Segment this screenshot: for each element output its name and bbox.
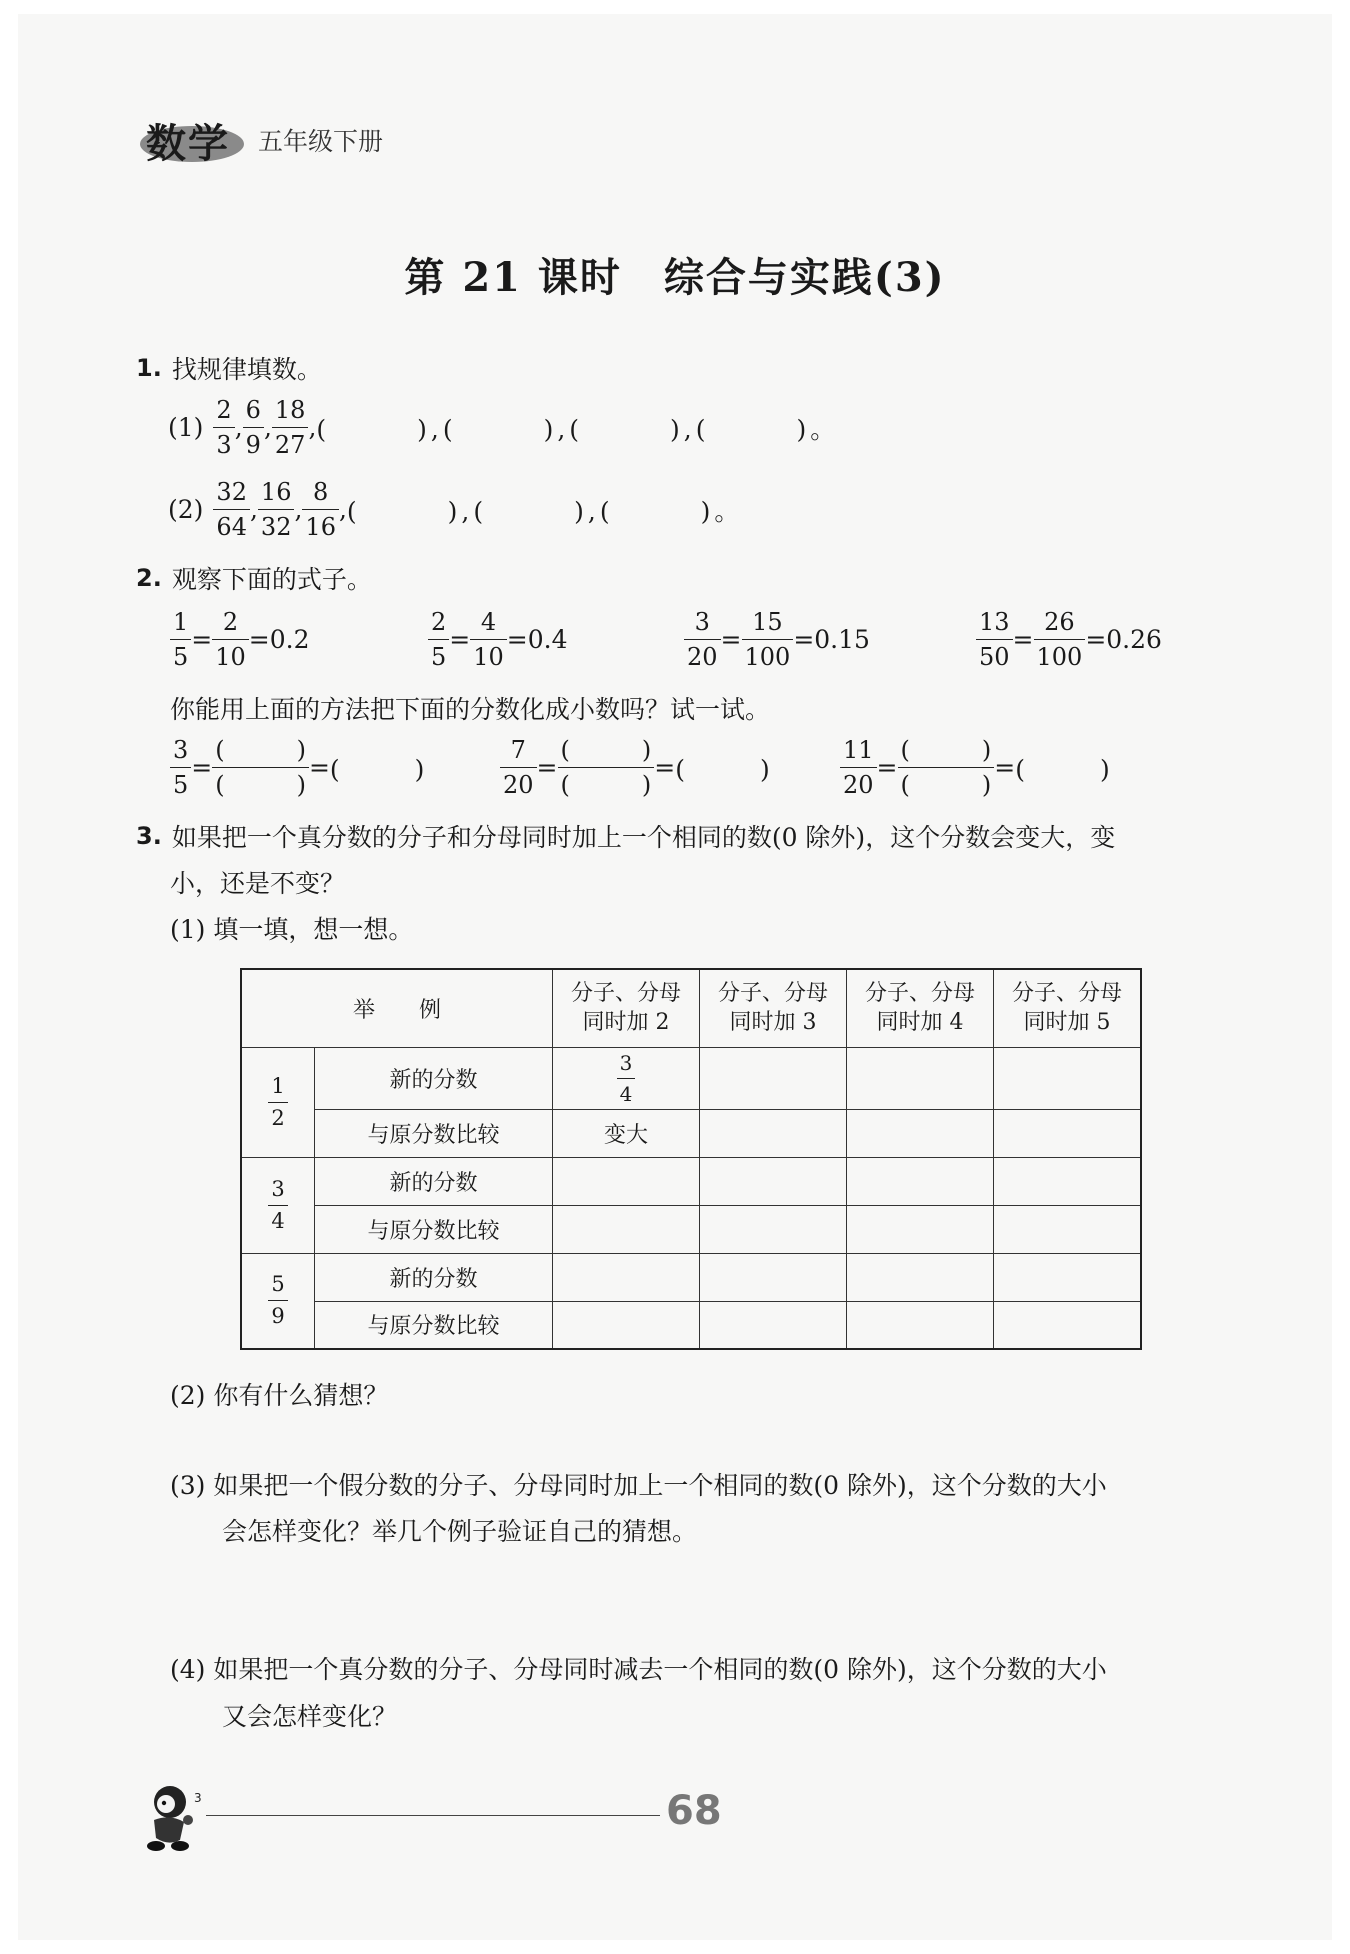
row-label-compare: 与原分数比较 [315,1205,553,1253]
q2-example-3: $\frac{3}{20}$ = $\frac{15}{100}$ =0.15 [684,610,870,669]
row-label-compare: 与原分数比较 [315,1109,553,1157]
table-cell[interactable] [700,1205,847,1253]
q3-sub4-line1: (4) 如果把一个真分数的分子、分母同时减去一个相同的数(0 除外)，这个分数的大小 [170,1655,1107,1684]
q1-prompt: 找规律填数。 [171,355,322,384]
col-header-add-5: 分子、分母 同时加 5 [994,969,1142,1047]
q3-sub3-line2: 会怎样变化？举几个例子验证自己的猜想。 [222,1517,698,1546]
answer-blanks[interactable]: ( ),( ),( ),( )。 [316,414,840,444]
table-cell[interactable] [994,1047,1142,1109]
example-table [240,968,1142,1350]
answer-blank[interactable]: ( ) [329,754,425,784]
table-cell[interactable] [847,1301,994,1349]
row-label-new: 新的分数 [315,1047,553,1109]
page-number: 68 [666,1788,722,1834]
table-cell[interactable] [847,1157,994,1205]
table-cell[interactable] [700,1301,847,1349]
table-cell[interactable] [700,1047,847,1109]
row-label-compare: 与原分数比较 [315,1301,553,1349]
table-cell[interactable] [847,1253,994,1301]
q1-prompt-line [136,350,322,386]
mascot-icon [140,1780,206,1854]
row-label-new: 新的分数 [315,1157,553,1205]
col-header-add-3: 分子、分母 同时加 3 [700,969,847,1047]
row-fraction: $\frac{3}{4}$ [241,1157,315,1253]
q3-line1 [136,818,1115,854]
answer-fraction[interactable]: $\frac{( )}{( )}$ [212,738,309,797]
table-cell[interactable] [553,1253,700,1301]
grade-label: 五年级下册 [258,127,384,156]
answer-fraction[interactable]: $\frac{( )}{( )}$ [898,738,995,797]
q3-sub4-line2: 又会怎样变化？ [222,1702,398,1731]
q1-part2-label: (2) [168,495,204,524]
q3-sub1: (1) 填一填，想一想。 [170,915,414,944]
table-cell[interactable] [994,1109,1142,1157]
table-row [241,1205,1141,1253]
fraction: $\frac{32}{64}$ [213,480,250,539]
page-title: 第 21 课时 综合与实践(3) [404,254,946,301]
q3-sub2: (2) 你有什么猜想？ [170,1381,389,1410]
q2-question: 你能用上面的方法把下面的分数化成小数吗？试一试。 [170,695,771,724]
svg-text:3: 3 [194,1791,202,1805]
table-row [241,1109,1141,1157]
fraction: $\frac{6}{9}$ [243,398,264,457]
table-cell[interactable] [994,1253,1142,1301]
q1-part1-label: (1) [168,413,204,442]
answer-blank[interactable]: ( ) [1015,754,1110,784]
q3-sub3-line1: (3) 如果把一个假分数的分子、分母同时加上一个相同的数(0 除外)，这个分数的大小 [170,1471,1107,1500]
fraction: $\frac{2}{3}$ [213,398,234,457]
q2-prompt-line [136,560,372,596]
table-row [241,1253,1141,1301]
table-cell[interactable] [553,1157,700,1205]
table-cell[interactable]: $\frac{3}{4}$ [553,1047,700,1109]
table-cell[interactable] [994,1157,1142,1205]
q2-example-2: $\frac{2}{5}$ = $\frac{4}{10}$ =0.4 [428,610,568,669]
fraction: $\frac{8}{16}$ [302,480,339,539]
table-row [241,1301,1141,1349]
subject-badge [138,108,246,167]
table-cell[interactable] [553,1205,700,1253]
q2-task-1: $\frac{3}{5}$ = $\frac{( )}{( )}$ = ( ) [170,738,424,797]
col-header-add-2: 分子、分母 同时加 2 [553,969,700,1047]
q2-example-4: $\frac{13}{50}$ = $\frac{26}{100}$ =0.26 [976,610,1162,669]
q3-text-2: 小，还是不变？ [170,869,346,898]
table-head-label: 举 例 [241,969,553,1047]
answer-blank[interactable]: ( ) [675,754,770,784]
table-cell[interactable] [994,1205,1142,1253]
table-cell[interactable] [847,1205,994,1253]
q2-prompt: 观察下面的式子。 [171,565,372,594]
table-row [241,1157,1141,1205]
table-cell[interactable] [847,1109,994,1157]
q2-task-3: $\frac{11}{20}$ = $\frac{( )}{( )}$ = ( ) [840,738,1110,797]
answer-fraction[interactable]: $\frac{( )}{( )}$ [558,738,655,797]
fraction: $\frac{16}{32}$ [258,480,295,539]
fraction: $\frac{18}{27}$ [272,398,309,457]
subject-label: 数学 [146,121,230,167]
col-header-add-4: 分子、分母 同时加 4 [847,969,994,1047]
table-cell[interactable]: 变大 [553,1109,700,1157]
table-header-row [241,969,1141,1047]
table-cell[interactable] [994,1301,1142,1349]
table-cell[interactable] [700,1109,847,1157]
q1-part2: (2) $\frac{32}{64}$ , $\frac{16}{32}$ , $\frac{8}{16}$ , ( ),( ),( )。 [168,478,744,541]
table-cell[interactable] [700,1253,847,1301]
q1-part1: (1) $\frac{2}{3}$ , $\frac{6}{9}$ , $\frac{18}{27}$ , ( ),( ),( ),( )。 [168,396,840,459]
table-cell[interactable] [847,1047,994,1109]
q3-text-1: 如果把一个真分数的分子和分母同时加上一个相同的数(0 除外)，这个分数会变大，变 [171,823,1116,852]
q2-task-2: $\frac{7}{20}$ = $\frac{( )}{( )}$ = ( ) [500,738,770,797]
answer-blanks[interactable]: ( ),( ),( )。 [346,496,744,526]
q2-example-1: $\frac{1}{5}$ = $\frac{2}{10}$ =0.2 [170,610,310,669]
footer-rule [206,1815,660,1816]
table-cell[interactable] [553,1301,700,1349]
table-row [241,1047,1141,1109]
row-label-new: 新的分数 [315,1253,553,1301]
q2-number: 2. [136,564,162,592]
q3-number: 3. [136,822,162,850]
table-cell[interactable] [700,1157,847,1205]
row-fraction: $\frac{1}{2}$ [241,1047,315,1157]
q1-number: 1. [136,354,162,382]
row-fraction: $\frac{5}{9}$ [241,1253,315,1349]
